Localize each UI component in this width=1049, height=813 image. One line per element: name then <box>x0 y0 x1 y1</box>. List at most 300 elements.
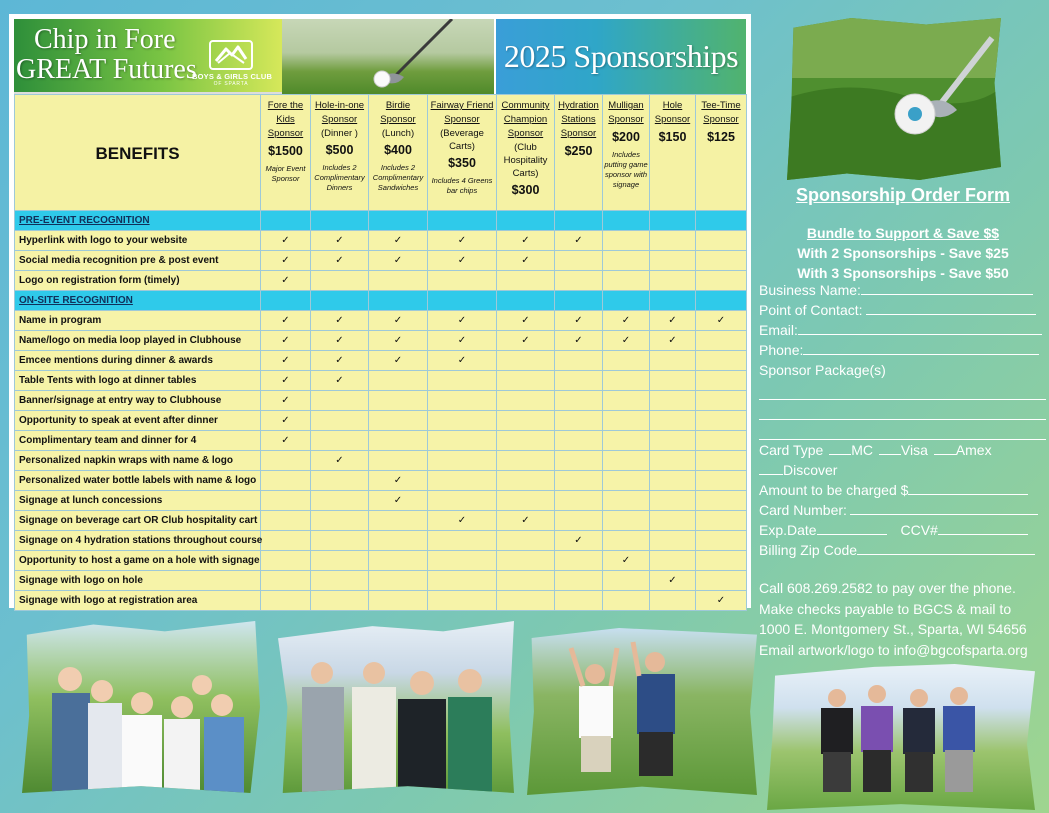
golf-ball-hero-photo <box>787 18 1001 180</box>
empty-cell <box>603 411 650 431</box>
empty-cell <box>555 271 603 291</box>
event-title <box>16 24 197 85</box>
empty-cell <box>311 571 369 591</box>
contact-phone-line: Call 608.269.2582 to pay over the phone. <box>759 580 1016 596</box>
benefit-row <box>15 571 747 591</box>
ccv-line[interactable] <box>938 522 1028 535</box>
empty-cell <box>555 371 603 391</box>
logo-subname: OF SPARTA <box>213 81 249 87</box>
empty-cell <box>696 531 747 551</box>
check-icon: ✓ <box>650 311 696 331</box>
bundle-two-savings: With 2 Sponsorships - Save $25 <box>797 245 1009 261</box>
event-title-line2: GREAT Futures <box>16 54 197 85</box>
check-icon: ✓ <box>261 311 311 331</box>
boys-girls-club-logo <box>192 39 273 91</box>
empty-cell <box>497 551 555 571</box>
empty-cell <box>497 431 555 451</box>
empty-cell <box>650 591 696 611</box>
phone-line[interactable] <box>803 342 1039 355</box>
sponsorship-table-card <box>9 14 751 608</box>
check-icon: ✓ <box>369 311 428 331</box>
empty-cell <box>696 371 747 391</box>
table-banner <box>14 19 746 94</box>
sponsor-package-label: Sponsor Package(s) <box>759 362 886 378</box>
sponsor-column-note: Major Event Sponsor <box>265 164 306 183</box>
empty-cell <box>650 431 696 451</box>
benefit-label: Personalized water bottle labels with name & logo <box>15 471 261 491</box>
empty-cell <box>555 431 603 451</box>
empty-cell <box>428 391 497 411</box>
empty-cell <box>369 431 428 451</box>
sponsor-column-price: $250 <box>564 144 593 158</box>
four-golfers-icon <box>278 621 514 793</box>
sponsor-column-note: Includes 2 Complimentary Dinners <box>314 163 365 192</box>
empty-cell <box>650 411 696 431</box>
email-line[interactable] <box>798 322 1042 335</box>
empty-cell <box>555 211 603 231</box>
empty-cell <box>428 471 497 491</box>
empty-cell <box>555 471 603 491</box>
empty-cell <box>650 551 696 571</box>
benefit-row <box>15 511 747 531</box>
golf-club-ball-icon <box>282 19 494 94</box>
empty-cell <box>311 271 369 291</box>
empty-cell <box>261 451 311 471</box>
check-icon: ✓ <box>497 511 555 531</box>
sponsor-column-note: Includes 2 Complimentary Sandwiches <box>372 163 424 192</box>
check-icon: ✓ <box>696 591 747 611</box>
bundle-three-savings: With 3 Sponsorships - Save $50 <box>797 265 1009 281</box>
check-icon: ✓ <box>311 311 369 331</box>
event-title-line1: Chip in Fore <box>34 24 176 55</box>
benefit-row <box>15 551 747 571</box>
celebrating-golfers-icon <box>527 628 757 795</box>
empty-cell <box>696 551 747 571</box>
benefit-label: Signage on 4 hydration stations throughout course <box>15 531 261 551</box>
sponsor-column-price: $125 <box>707 130 735 144</box>
empty-cell <box>603 531 650 551</box>
empty-cell <box>428 451 497 471</box>
check-icon: ✓ <box>650 331 696 351</box>
empty-cell <box>555 571 603 591</box>
empty-cell <box>428 431 497 451</box>
sponsor-column-sub: (Lunch) <box>381 128 415 139</box>
empty-cell <box>497 491 555 511</box>
empty-cell <box>650 291 696 311</box>
empty-cell <box>696 391 747 411</box>
point-of-contact-line[interactable] <box>866 302 1036 315</box>
empty-cell <box>311 511 369 531</box>
empty-cell <box>428 411 497 431</box>
empty-cell <box>650 351 696 371</box>
check-icon: ✓ <box>261 351 311 371</box>
empty-cell <box>311 291 369 311</box>
section-label: PRE-EVENT RECOGNITION <box>15 211 261 231</box>
empty-cell <box>696 291 747 311</box>
sponsor-column-sub: (Beverage Carts) <box>440 128 484 152</box>
business-name-label: Business Name: <box>759 282 861 298</box>
card-number-field[interactable] <box>759 500 1046 520</box>
benefit-label: Emcee mentions during dinner & awards <box>15 351 261 371</box>
benefit-label: Name in program <box>15 311 261 331</box>
sponsor-column-name: Mulligan Sponsor <box>608 100 644 125</box>
sponsor-column-name: Fore the Kids Sponsor <box>267 100 304 139</box>
benefit-row <box>15 391 747 411</box>
empty-cell <box>696 471 747 491</box>
empty-cell <box>497 531 555 551</box>
sponsor-column-header <box>696 95 747 211</box>
empty-cell <box>369 571 428 591</box>
sponsor-column-price: $150 <box>658 130 687 144</box>
sponsor-column-name: Tee-Time Sponsor <box>701 100 741 125</box>
contact-info <box>759 578 1046 660</box>
check-icon: ✓ <box>428 311 497 331</box>
exp-date-line[interactable] <box>817 522 887 535</box>
sponsor-column-name: Hole-in-one Sponsor <box>314 100 365 125</box>
contact-checks-line: Make checks payable to BGCS & mail to <box>759 600 1012 617</box>
benefit-row <box>15 491 747 511</box>
benefit-row <box>15 271 747 291</box>
benefit-label: Signage on beverage cart OR Club hospitality cart <box>15 511 261 531</box>
benefit-label: Table Tents with logo at dinner tables <box>15 371 261 391</box>
empty-cell <box>369 391 428 411</box>
empty-cell <box>497 451 555 471</box>
empty-cell <box>369 531 428 551</box>
empty-cell <box>311 551 369 571</box>
sponsor-column-price: $350 <box>448 156 476 170</box>
empty-cell <box>696 211 747 231</box>
empty-cell <box>696 251 747 271</box>
empty-cell <box>555 251 603 271</box>
benefits-table <box>14 94 747 611</box>
check-icon: ✓ <box>428 511 497 531</box>
empty-cell <box>497 591 555 611</box>
empty-cell <box>428 371 497 391</box>
empty-cell <box>428 291 497 311</box>
check-icon: ✓ <box>369 231 428 251</box>
mc-label: MC <box>851 442 874 458</box>
benefit-label: Opportunity to speak at event after dinner <box>15 411 261 431</box>
check-icon: ✓ <box>428 351 497 371</box>
empty-cell <box>555 351 603 371</box>
empty-cell <box>555 391 603 411</box>
empty-cell <box>261 531 311 551</box>
empty-cell <box>696 511 747 531</box>
benefit-row <box>15 311 747 331</box>
check-icon: ✓ <box>261 231 311 251</box>
check-icon: ✓ <box>497 331 555 351</box>
empty-cell <box>428 271 497 291</box>
empty-cell <box>555 551 603 571</box>
empty-cell <box>497 351 555 371</box>
sponsor-column-price: $1500 <box>268 144 303 158</box>
empty-cell <box>497 391 555 411</box>
amount-line[interactable] <box>908 482 1028 495</box>
empty-cell <box>369 271 428 291</box>
empty-cell <box>696 271 747 291</box>
event-title-banner <box>14 19 282 94</box>
empty-cell <box>555 491 603 511</box>
empty-cell <box>696 431 747 451</box>
email-field[interactable] <box>759 320 1046 340</box>
benefit-row <box>15 331 747 351</box>
sponsor-column-header <box>555 95 603 211</box>
empty-cell <box>603 451 650 471</box>
check-icon: ✓ <box>497 231 555 251</box>
sponsor-column-price: $200 <box>612 130 640 144</box>
empty-cell <box>497 411 555 431</box>
phone-label: Phone: <box>759 342 804 358</box>
benefit-label: Opportunity to host a game on a hole with signage <box>15 551 261 571</box>
golfers-photo-1 <box>22 621 260 793</box>
empty-cell <box>696 231 747 251</box>
benefit-label: Hyperlink with logo to your website <box>15 231 261 251</box>
sponsor-package-line-3[interactable] <box>759 420 1046 440</box>
empty-cell <box>603 211 650 231</box>
phone-field[interactable] <box>759 340 1046 360</box>
golf-ball-photo <box>282 19 494 94</box>
empty-cell <box>369 511 428 531</box>
empty-cell <box>428 211 497 231</box>
sponsor-column-price: $500 <box>325 143 354 157</box>
empty-cell <box>261 591 311 611</box>
check-icon: ✓ <box>369 331 428 351</box>
empty-cell <box>603 431 650 451</box>
point-of-contact-field[interactable] <box>759 300 1046 320</box>
sponsor-column-header <box>603 95 650 211</box>
sponsorships-title-banner <box>496 19 746 94</box>
sponsor-column-name: Fairway Friend Sponsor <box>430 100 494 125</box>
empty-cell <box>311 431 369 451</box>
empty-cell <box>428 591 497 611</box>
exp-date-label: Exp.Date <box>759 522 817 538</box>
empty-cell <box>603 491 650 511</box>
check-icon: ✓ <box>311 231 369 251</box>
empty-cell <box>603 511 650 531</box>
benefit-row <box>15 251 747 271</box>
empty-cell <box>603 591 650 611</box>
benefit-label: Signage with logo at registration area <box>15 591 261 611</box>
golf-ball-tee-icon <box>787 18 1001 180</box>
empty-cell <box>311 531 369 551</box>
empty-cell <box>555 511 603 531</box>
billing-zip-label: Billing Zip Code <box>759 542 858 558</box>
empty-cell <box>603 291 650 311</box>
visa-checkbox[interactable] <box>879 442 901 455</box>
empty-cell <box>696 331 747 351</box>
amex-checkbox[interactable] <box>934 442 956 455</box>
benefits-header: BENEFITS <box>15 95 261 211</box>
contact-address-line: 1000 E. Montgomery St., Sparta, WI 54656 <box>759 621 1027 637</box>
empty-cell <box>428 531 497 551</box>
sponsor-column-header <box>497 95 555 211</box>
empty-cell <box>650 251 696 271</box>
check-icon: ✓ <box>696 311 747 331</box>
sponsor-column-name: Birdie Sponsor <box>380 100 416 125</box>
empty-cell <box>261 511 311 531</box>
sponsor-column-header <box>261 95 311 211</box>
section-label: ON-SITE RECOGNITION <box>15 291 261 311</box>
visa-label: Visa <box>900 442 928 458</box>
sponsor-column-header <box>311 95 369 211</box>
empty-cell <box>311 391 369 411</box>
check-icon: ✓ <box>428 331 497 351</box>
empty-cell <box>369 551 428 571</box>
benefit-label: Logo on registration form (timely) <box>15 271 261 291</box>
point-of-contact-label: Point of Contact: <box>759 302 863 318</box>
empty-cell <box>428 491 497 511</box>
table-body <box>15 211 747 611</box>
contact-email-line: Email artwork/logo to info@bgcofsparta.org <box>759 641 1028 658</box>
empty-cell <box>261 291 311 311</box>
empty-cell <box>555 411 603 431</box>
check-icon: ✓ <box>428 231 497 251</box>
benefit-row <box>15 431 747 451</box>
benefit-row <box>15 231 747 251</box>
check-icon: ✓ <box>555 231 603 251</box>
empty-cell <box>603 231 650 251</box>
amex-label: Amex <box>955 442 992 458</box>
empty-cell <box>261 551 311 571</box>
check-icon: ✓ <box>261 371 311 391</box>
billing-zip-field[interactable] <box>759 540 1046 560</box>
empty-cell <box>261 491 311 511</box>
card-number-label: Card Number: <box>759 502 847 518</box>
sponsor-package-line-2[interactable] <box>759 400 1046 420</box>
empty-cell <box>497 571 555 591</box>
empty-cell <box>650 391 696 411</box>
benefit-label: Complimentary team and dinner for 4 <box>15 431 261 451</box>
empty-cell <box>603 271 650 291</box>
check-icon: ✓ <box>311 371 369 391</box>
empty-cell <box>369 371 428 391</box>
business-name-line[interactable] <box>861 282 1033 295</box>
benefit-label: Personalized napkin wraps with name & logo <box>15 451 261 471</box>
check-icon: ✓ <box>603 331 650 351</box>
benefit-label: Signage with logo on hole <box>15 571 261 591</box>
benefit-row <box>15 351 747 371</box>
empty-cell <box>603 351 650 371</box>
empty-cell <box>696 451 747 471</box>
empty-cell <box>696 491 747 511</box>
empty-cell <box>650 531 696 551</box>
check-icon: ✓ <box>603 311 650 331</box>
empty-cell <box>369 211 428 231</box>
sponsor-column-header <box>369 95 428 211</box>
empty-cell <box>311 211 369 231</box>
benefit-row <box>15 531 747 551</box>
sponsor-column-note: Includes 4 Greens bar chips <box>431 176 493 195</box>
discover-label: Discover <box>783 462 838 478</box>
order-form-fields <box>759 280 1046 560</box>
empty-cell <box>497 211 555 231</box>
empty-cell <box>650 471 696 491</box>
empty-cell <box>650 451 696 471</box>
table-header-row <box>15 95 747 211</box>
check-icon: ✓ <box>603 551 650 571</box>
amount-field[interactable] <box>759 480 1046 500</box>
sponsor-package-line-1[interactable] <box>759 380 1046 400</box>
empty-cell <box>369 411 428 431</box>
empty-cell <box>650 211 696 231</box>
sponsor-column-note: Includes putting game sponsor with signage <box>604 150 648 189</box>
sponsor-column-header <box>650 95 696 211</box>
empty-cell <box>603 571 650 591</box>
empty-cell <box>497 471 555 491</box>
email-label: Email: <box>759 322 798 338</box>
empty-cell <box>555 591 603 611</box>
empty-cell <box>261 471 311 491</box>
card-type-field <box>759 440 1046 460</box>
check-icon: ✓ <box>261 251 311 271</box>
check-icon: ✓ <box>311 251 369 271</box>
bundle-savings <box>758 223 1048 283</box>
benefit-row <box>15 471 747 491</box>
empty-cell <box>428 571 497 591</box>
benefit-label: Banner/signage at entry way to Clubhouse <box>15 391 261 411</box>
mc-checkbox[interactable] <box>829 442 851 455</box>
check-icon: ✓ <box>311 351 369 371</box>
card-number-line[interactable] <box>850 502 1038 515</box>
check-icon: ✓ <box>261 271 311 291</box>
billing-zip-line[interactable] <box>857 542 1035 555</box>
section-header-row <box>15 291 747 311</box>
empty-cell <box>428 551 497 571</box>
business-name-field[interactable] <box>759 280 1046 300</box>
logo-name: BOYS & GIRLS CLUB <box>192 72 273 81</box>
empty-cell <box>650 271 696 291</box>
order-form-title: Sponsorship Order Form <box>795 185 1011 205</box>
empty-cell <box>369 451 428 471</box>
check-icon: ✓ <box>311 451 369 471</box>
sponsor-column-sub: (Dinner ) <box>321 128 358 139</box>
golf-team-icon <box>767 664 1035 810</box>
empty-cell <box>497 291 555 311</box>
empty-cell <box>650 511 696 531</box>
empty-cell <box>650 491 696 511</box>
benefit-label: Social media recognition pre & post event <box>15 251 261 271</box>
empty-cell <box>311 471 369 491</box>
benefit-label: Name/logo on media loop played in Clubhouse <box>15 331 261 351</box>
benefit-row <box>15 411 747 431</box>
empty-cell <box>603 391 650 411</box>
empty-cell <box>497 371 555 391</box>
card-type-label: Card Type <box>759 442 824 458</box>
check-icon: ✓ <box>555 331 603 351</box>
check-icon: ✓ <box>555 311 603 331</box>
benefit-row <box>15 591 747 611</box>
empty-cell <box>311 591 369 611</box>
golfers-photo-3 <box>527 628 757 795</box>
check-icon: ✓ <box>428 251 497 271</box>
empty-cell <box>650 231 696 251</box>
group-of-golfers-icon <box>22 621 260 793</box>
discover-checkbox[interactable] <box>759 462 783 475</box>
empty-cell <box>603 371 650 391</box>
empty-cell <box>696 571 747 591</box>
empty-cell <box>311 411 369 431</box>
empty-cell <box>696 351 747 371</box>
empty-cell <box>603 471 650 491</box>
sponsor-column-name: Community Champion Sponsor <box>501 100 550 139</box>
check-icon: ✓ <box>261 331 311 351</box>
check-icon: ✓ <box>369 491 428 511</box>
check-icon: ✓ <box>369 251 428 271</box>
sponsor-column-price: $400 <box>384 143 412 157</box>
check-icon: ✓ <box>261 391 311 411</box>
empty-cell <box>261 211 311 231</box>
club-hands-icon <box>208 39 254 71</box>
